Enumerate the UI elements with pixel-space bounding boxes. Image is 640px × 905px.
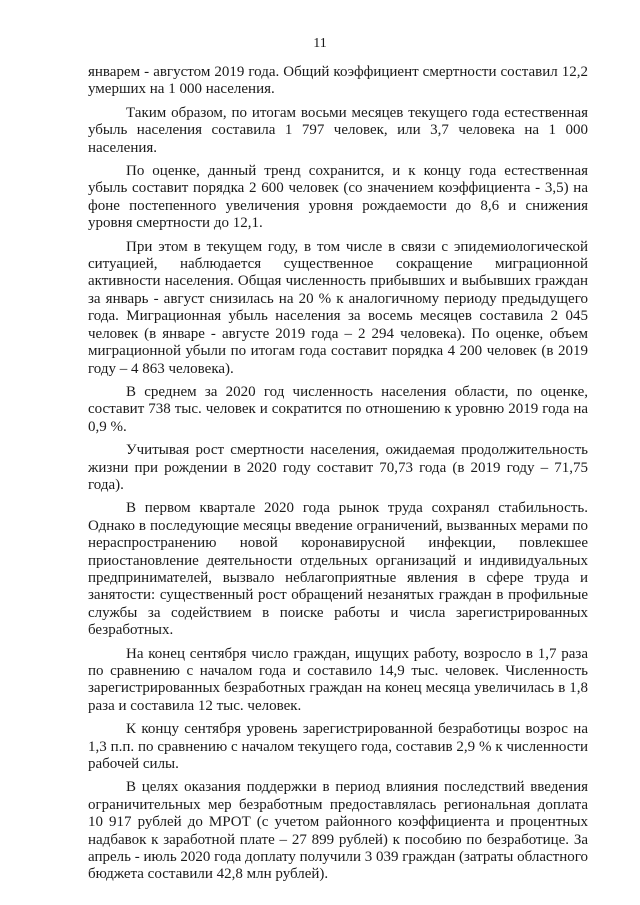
paragraph-job-seekers: На конец сентября число граждан, ищущих работу, возросло в 1,7 раза по сравнению с началом года и составило 14,9 тыс. человек. Численность зарегистрированных безработных граждан на конец месяца увеличилась в 1,8 раза и составила 12 тыс. человек. bbox=[88, 645, 588, 714]
document-body bbox=[88, 64, 588, 888]
paragraph-labor-market: В первом квартале 2020 года рынок труда сохранял стабильность. Однако в последующие месяцы введение ограничений, вызванных мерами по нераспространению новой коронавирусной инфекции, повлекшее приостановление деятельности отдельных организаций и индивидуальных предпринимателей, вызвало неблагоприятные явления в сфере труда и занятости: существенный рост обращений незанятых граждан в профильные службы за содействием в поиске работы и числа зарегистрированных безработных. bbox=[88, 500, 588, 639]
paragraph-support-measures: В целях оказания поддержки в период влияния последствий введения ограничительных мер безработным предоставлялась региональная доплата 10 917 рублей до МРОТ (с учетом районного коэффициента и процентных надбавок к заработной плате – 27 899 рублей) к пособию по безработице. За апрель - июль 2020 года доплату получили 3 039 граждан (затраты областного бюджета составили 42,8 млн рублей). bbox=[88, 779, 588, 883]
paragraph-unemployment-rate: К концу сентября уровень зарегистрированной безработицы возрос на 1,3 п.п. по сравнению с началом текущего года, составив 2,9 % к численности рабочей силы. bbox=[88, 721, 588, 773]
paragraph-population-average: В среднем за 2020 год численность населения области, по оценке, составит 738 тыс. человек и сократится по отношению к уровню 2019 года на 0,9 %. bbox=[88, 383, 588, 435]
paragraph-natural-decline: Таким образом, по итогам восьми месяцев текущего года естественная убыль населения составила 1 797 человек, или 3,7 человека на 1 000 населения. bbox=[88, 104, 588, 156]
paragraph-migration: При этом в текущем году, в том числе в связи с эпидемиологической ситуацией, наблюдается существенное сокращение миграционной активности населения. Общая численность прибывших и выбывших граждан за январь - август снизилась на 20 % к аналогичному периоду предыдущего года. Миграционная убыль населения за восемь месяцев составила 2 045 человек (в январе - августе 2019 года – 2 294 человека). По оценке, объем миграционной убыли по итогам года составит порядка 4 200 человек (в 2019 году – 4 863 человека). bbox=[88, 238, 588, 377]
paragraph-life-expectancy: Учитывая рост смертности населения, ожидаемая продолжительность жизни при рождении в 2020 году составит 70,73 года (в 2019 году – 71,75 года). bbox=[88, 442, 588, 493]
paragraph-mortality-rate: январем - августом 2019 года. Общий коэффициент смертности составил 12,2 умерших на 1 000 населения. bbox=[88, 64, 588, 98]
paragraph-trend-estimate: По оценке, данный тренд сохранится, и к концу года естественная убыль составит порядка 2 600 человек (со значением коэффициента - 3,5) на фоне постепенного увеличения уровня рождаемости до 8,6 и снижения уровня смертности до 12,1. bbox=[88, 163, 588, 232]
page-number: 11 bbox=[313, 36, 327, 51]
